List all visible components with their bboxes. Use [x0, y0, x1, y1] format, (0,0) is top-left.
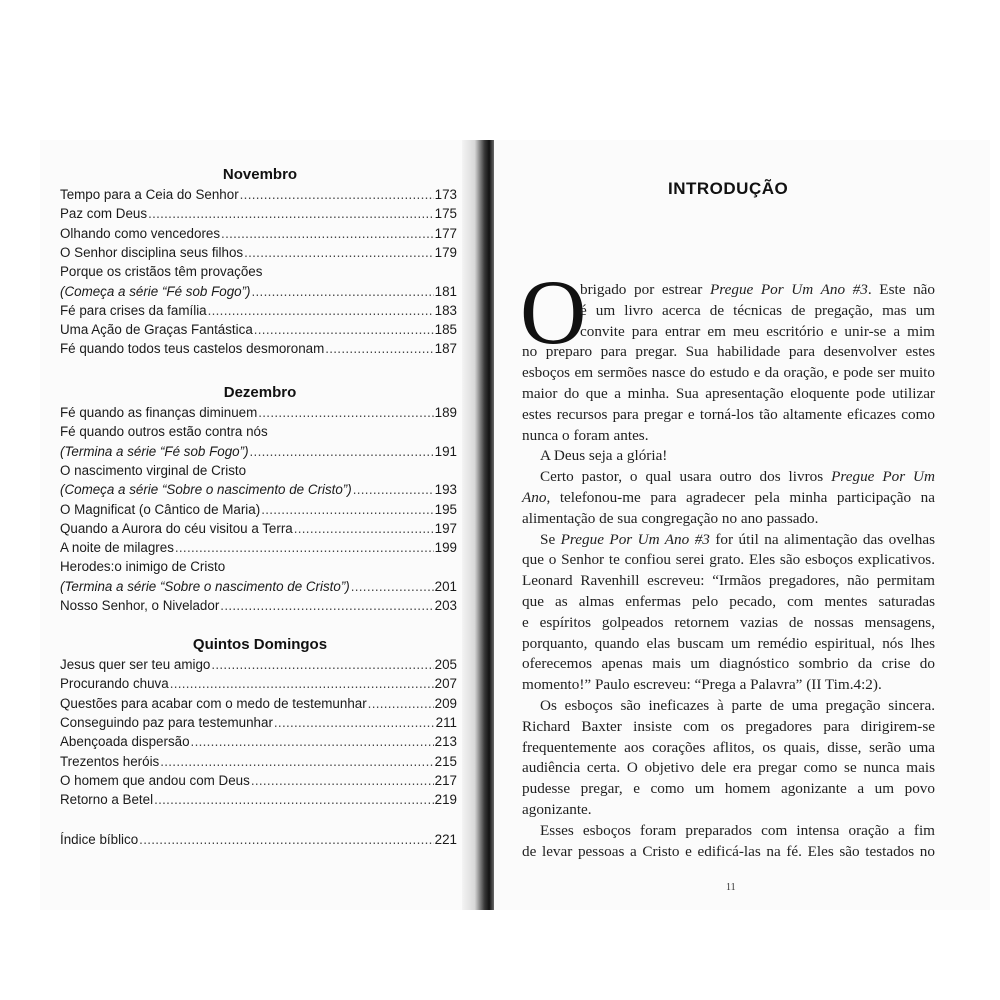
text-segment: Leonard Ravenhill escreveu: “Irmãos pregadores, não permitam — [522, 572, 935, 590]
text-line — [522, 757, 935, 778]
text-segment: Certo pastor, o qual usara outro dos livros — [540, 468, 832, 486]
leader-dots — [154, 791, 434, 808]
toc-entry-title: Questões para acabar com o medo de testemunhar — [60, 695, 367, 711]
text-line — [522, 633, 935, 654]
text-segment: convite para entrar em meu escritório e unir-se a mim — [580, 322, 935, 340]
toc-entry — [60, 244, 457, 261]
toc-entry — [60, 186, 457, 203]
text-segment: nunca o foram antes. — [522, 426, 649, 444]
text-line — [540, 695, 935, 716]
page-number: 221 — [434, 832, 457, 847]
page-number: 177 — [434, 225, 457, 241]
toc-entry-title: Jesus quer ser teu amigo — [60, 657, 211, 672]
toc-entry-title: Conseguindo paz para testemunhar — [60, 714, 273, 730]
page-number: 173 — [434, 187, 457, 202]
toc-entry-title: Abençoada dispersão — [60, 734, 190, 750]
text-line — [522, 383, 935, 404]
toc-entry-subtitle: (Termina a série “Fé sob Fogo”) — [60, 443, 249, 459]
page-number: 11 — [726, 882, 736, 893]
page-number: 195 — [434, 501, 457, 517]
leader-dots — [208, 302, 434, 319]
text-segment: é um livro acerca de técnicas de pregação, mas um — [580, 301, 935, 319]
leader-dots — [160, 753, 433, 770]
toc-entry-title: Porque os cristãos têm provações — [60, 264, 263, 280]
toc-entry-title: Nosso Senhor, o Nivelador — [60, 598, 220, 613]
section-heading: Quintos Domingos — [192, 636, 328, 653]
text-line — [522, 716, 935, 737]
text-line — [540, 529, 935, 550]
text-segment: estes recursos para pregar e torná-los tão altamente eficazes como — [522, 405, 935, 423]
toc-entry-title: Procurando chuva — [60, 676, 169, 692]
text-segment: Esses esboços foram preparados com intensa oração a fim — [540, 821, 935, 839]
toc-entry-subtitle: (Começa a série “Fé sob Fogo”) — [60, 283, 251, 299]
text-segment: de levar pessoas a Cristo e edificá-las na fé. Eles são testados no — [522, 842, 935, 860]
toc-entry — [60, 340, 457, 357]
section-heading: Dezembro — [223, 384, 297, 401]
text-line — [522, 570, 935, 591]
leader-dots — [325, 340, 433, 357]
toc-entry — [60, 675, 457, 692]
leader-dots — [258, 404, 433, 421]
leader-dots — [244, 244, 434, 261]
page-number: 193 — [434, 482, 457, 498]
text-segment: e espíritos golpeados retornem vazias de nossas mensagens, — [522, 613, 935, 631]
text-segment: brigado por estrear — [580, 281, 710, 298]
page-number: 185 — [434, 322, 457, 338]
text-segment: maior do que a minha. Sua apresentação eloquente pode utilizar — [522, 385, 935, 402]
book-gutter — [462, 140, 494, 910]
text-line — [522, 341, 935, 362]
toc-entry — [60, 597, 457, 614]
page-number: 217 — [434, 772, 457, 788]
toc-entry — [60, 481, 457, 498]
page-number: 179 — [434, 244, 457, 260]
toc-entry-title: Fé quando outros estão contra nós — [60, 424, 268, 440]
page-number: 207 — [434, 676, 457, 692]
leader-dots — [191, 733, 434, 750]
leader-dots — [250, 443, 434, 460]
toc-entry — [60, 443, 457, 460]
text-segment: que o Senhor te confiou serei grato. Eles são esboços explicativos. — [522, 551, 935, 569]
text-segment: Richard Baxter insiste com os pregadores para dirigirem-se — [522, 717, 935, 735]
page-number: 203 — [434, 598, 457, 613]
book-title: Pregue Por Um — [831, 468, 935, 486]
toc-entry — [60, 791, 457, 808]
text-line — [522, 508, 818, 529]
toc-entry — [60, 772, 457, 789]
page-number: 211 — [435, 714, 457, 730]
book-title: Pregue Por Um Ano #3 — [709, 281, 868, 298]
toc-entry — [60, 321, 457, 338]
text-segment: esboços em sermões nasce do estudo e da oração, e pode ser muito — [522, 364, 935, 382]
toc-entry-title: O nascimento virginal de Cristo — [60, 462, 247, 478]
text-line — [522, 487, 935, 508]
text-segment: Se — [540, 530, 561, 548]
text-line — [522, 404, 935, 425]
leader-dots — [261, 501, 433, 518]
page-number: 205 — [434, 657, 457, 672]
toc-entry — [60, 714, 457, 731]
text-segment: A Deus seja a glória! — [540, 447, 668, 465]
section-heading: Novembro — [222, 166, 298, 183]
page-number: 219 — [434, 792, 457, 808]
leader-dots — [351, 578, 434, 595]
toc-entry-title: Tempo para a Ceia do Senhor — [60, 187, 239, 202]
text-line — [522, 591, 935, 612]
leader-dots — [274, 714, 435, 731]
page-number: 175 — [434, 206, 457, 222]
text-segment: . Este não — [867, 281, 935, 298]
leader-dots — [353, 481, 434, 498]
toc-entry-title: Herodes:o inimigo de Cristo — [60, 559, 226, 575]
text-line — [522, 778, 935, 799]
toc-entry — [60, 501, 457, 518]
toc-entry-title: Uma Ação de Graças Fantástica — [60, 322, 253, 338]
toc-entry — [60, 578, 457, 595]
text-segment: momento!” Paulo escreveu: “Prega a Palavra” (II Tim.4:2). — [522, 676, 882, 694]
toc-entry-title: Trezentos heróis — [60, 753, 160, 769]
page-number: 215 — [434, 753, 457, 769]
toc-entry-subtitle: (Termina a série “Sobre o nascimento de Cristo”) — [60, 578, 350, 594]
leader-dots — [139, 831, 433, 848]
toc-entry-subtitle: (Começa a série “Sobre o nascimento de Cristo”) — [60, 482, 352, 498]
text-segment: , telefonou-me para agradecer pela minha participação na — [546, 489, 935, 506]
toc-entry — [60, 656, 457, 673]
book-title: Pregue Por Um Ano #3 — [560, 530, 710, 548]
toc-entry-title: Olhando como vencedores — [60, 225, 221, 241]
toc-entry — [60, 695, 457, 712]
text-line — [522, 737, 935, 758]
page-number: 209 — [434, 695, 457, 711]
toc-entry-title: O homem que andou com Deus — [60, 772, 250, 788]
text-line — [580, 279, 935, 300]
text-line — [522, 674, 882, 695]
text-line — [540, 820, 935, 841]
toc-entry — [60, 404, 457, 421]
text-segment: alimentação de sua congregação no ano passado. — [522, 509, 819, 527]
page-title: INTRODUÇÃO — [668, 179, 789, 198]
toc-entry-title: Fé quando as finanças diminuem — [60, 405, 258, 420]
toc-entry-title: Fé quando todos teus castelos desmoronam — [60, 341, 325, 357]
leader-dots — [220, 597, 433, 614]
text-segment: Os esboços são ineficazes à parte de uma pregação sincera. — [540, 697, 935, 714]
toc-entry-title: A noite de milagres — [60, 540, 174, 556]
leader-dots — [252, 283, 434, 300]
text-line — [522, 612, 935, 633]
toc-entry-title: O Senhor disciplina seus filhos — [60, 244, 244, 260]
book-title: Ano — [522, 489, 547, 506]
page-number: 189 — [434, 405, 457, 420]
toc-entry — [60, 205, 457, 222]
page-number: 197 — [434, 520, 457, 536]
toc-entry — [60, 302, 457, 319]
leader-dots — [175, 539, 434, 556]
toc-entry-title: Índice bíblico — [60, 832, 139, 847]
toc-entry-title: Paz com Deus — [60, 206, 148, 222]
page-number: 199 — [434, 540, 457, 556]
page-number: 187 — [434, 341, 457, 357]
text-line — [540, 466, 935, 487]
toc-entry — [60, 520, 457, 537]
leader-dots — [240, 186, 434, 203]
text-segment: for útil na alimentação das ovelhas — [709, 530, 935, 548]
toc-entry — [60, 753, 457, 770]
text-line — [522, 799, 592, 820]
leader-dots — [211, 656, 433, 673]
leader-dots — [148, 205, 434, 222]
toc-entry — [60, 225, 457, 242]
toc-entry-title: O Magnificat (o Cântico de Maria) — [60, 501, 261, 517]
toc-entry — [60, 283, 457, 300]
leader-dots — [254, 321, 434, 338]
text-segment: no preparo para pregar. Sua habilidade para desenvolver estes — [522, 343, 935, 361]
text-line — [522, 362, 935, 383]
text-segment: agonizante. — [522, 801, 592, 818]
text-segment: frequentemente aos corações aflitos, os quais, disse, serão uma — [522, 738, 935, 756]
text-segment: que as almas enfermas pelo pecado, com mentes saturadas — [522, 593, 935, 610]
text-line — [580, 300, 935, 321]
drop-cap: O — [520, 261, 587, 363]
toc-entry — [60, 733, 457, 750]
text-line — [580, 321, 935, 342]
text-line — [522, 653, 935, 674]
page-number: 183 — [434, 302, 457, 318]
text-line — [522, 425, 649, 446]
page-number: 181 — [434, 283, 457, 299]
text-segment: porquanto, quando elas buscam um remédio espiritual, nós lhes — [522, 634, 935, 652]
page-number: 201 — [434, 578, 457, 594]
text-segment: oferecemos apenas mais um diagnóstico sombrio da crise do — [522, 655, 935, 673]
leader-dots — [368, 695, 434, 712]
toc-entry-title: Retorno a Betel — [60, 792, 154, 808]
text-line — [522, 549, 935, 570]
toc-entry-title: Quando a Aurora do céu visitou a Terra — [60, 520, 293, 536]
leader-dots — [221, 225, 434, 242]
text-segment: audiência certa. O objetivo dele era pregar como se nunca mais — [522, 759, 935, 777]
page-number: 191 — [434, 443, 457, 459]
toc-entry — [60, 539, 457, 556]
leader-dots — [294, 520, 434, 537]
leader-dots — [251, 772, 434, 789]
text-segment: pudesse pregar, e como um homem agonizante a um povo — [522, 780, 935, 798]
paragraph-text — [540, 445, 667, 466]
toc-entry-index — [60, 831, 457, 848]
toc-entry-title: Fé para crises da família — [60, 302, 207, 318]
text-line — [522, 841, 935, 862]
page-number: 213 — [434, 734, 457, 750]
leader-dots — [170, 675, 434, 692]
